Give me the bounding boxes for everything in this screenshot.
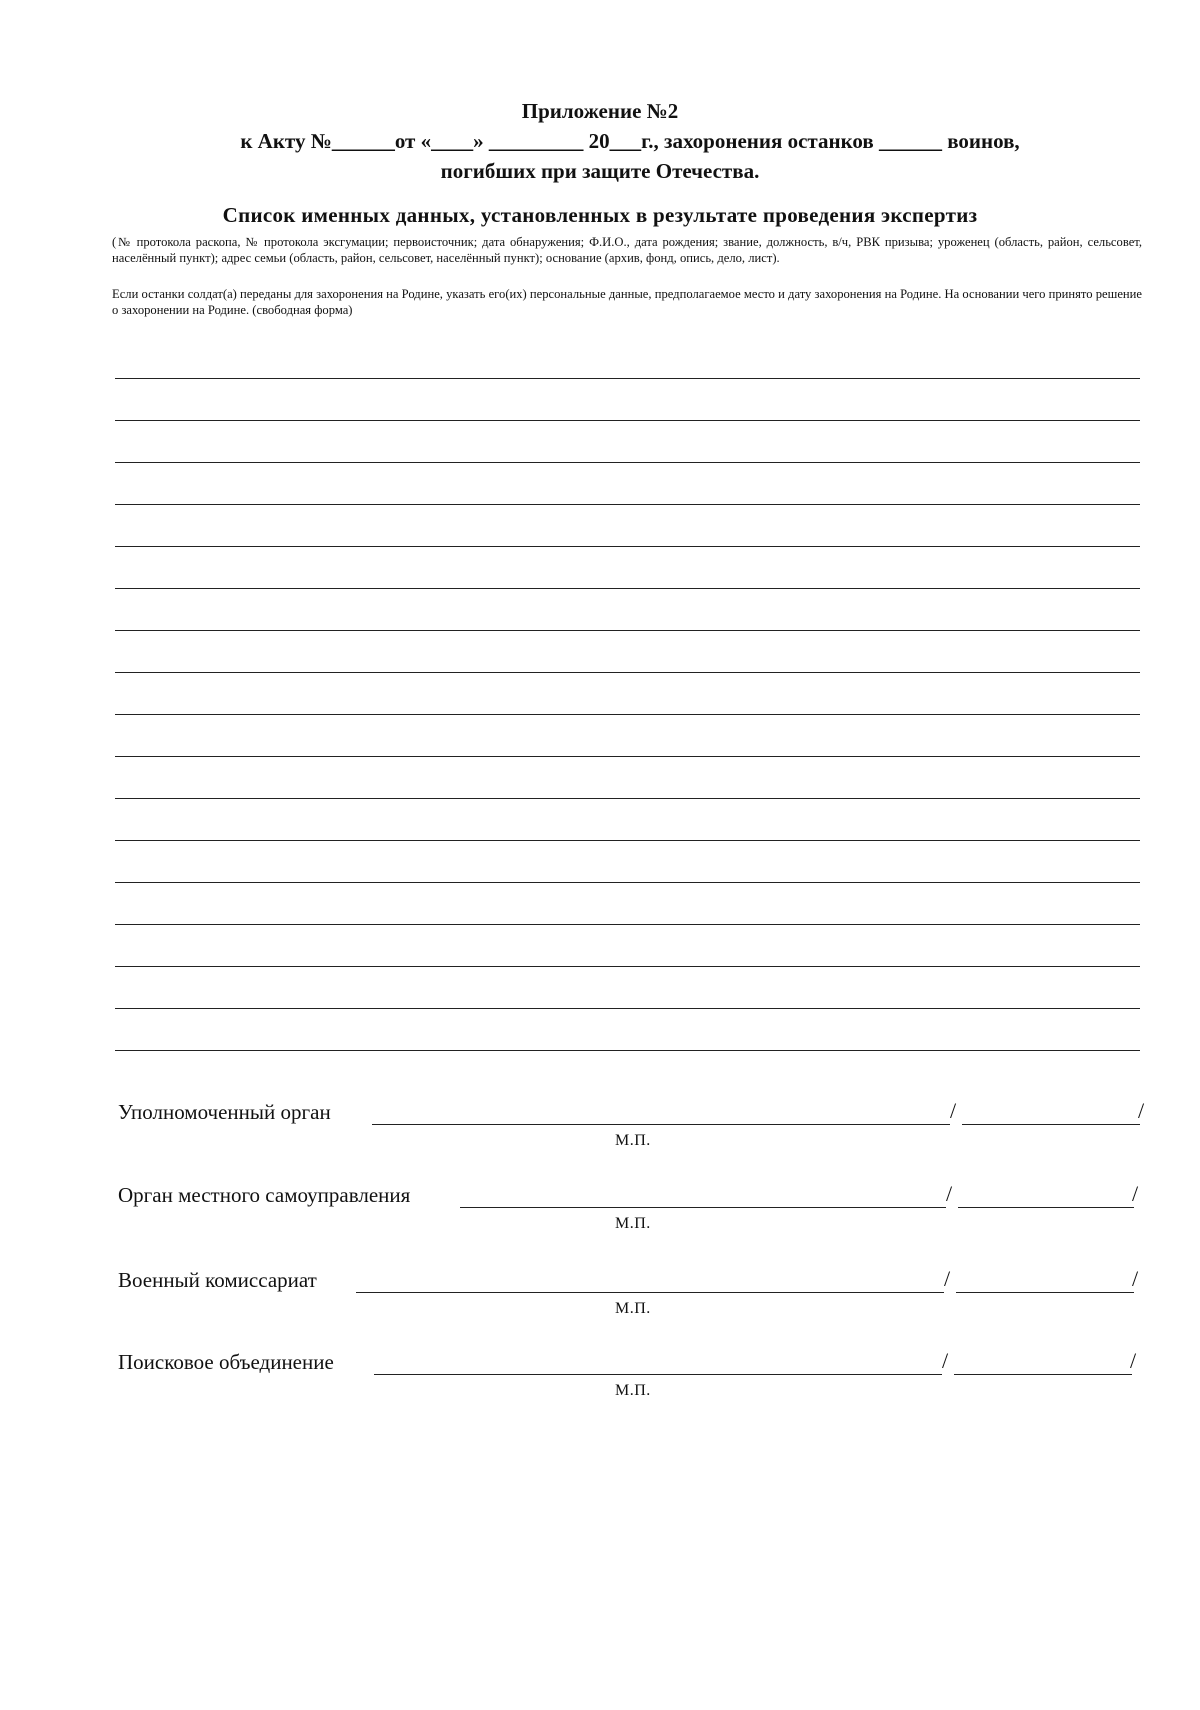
writing-line[interactable] (115, 1008, 1140, 1009)
writing-line[interactable] (115, 714, 1140, 715)
signature-label: Орган местного самоуправления (118, 1183, 411, 1207)
signature-line[interactable] (374, 1374, 942, 1375)
writing-line[interactable] (115, 462, 1140, 463)
slash-separator: / (1130, 1348, 1137, 1373)
writing-line[interactable] (115, 1050, 1140, 1051)
name-line[interactable] (954, 1374, 1132, 1375)
slash-separator: / (944, 1266, 951, 1291)
stamp-mark: М.П. (615, 1132, 651, 1149)
writing-line[interactable] (115, 882, 1140, 883)
writing-line[interactable] (115, 378, 1140, 379)
writing-line[interactable] (115, 630, 1140, 631)
writing-line[interactable] (115, 588, 1140, 589)
writing-line[interactable] (115, 756, 1140, 757)
repatriation-instruction: Если останки солдат(а) переданы для захоронения на Родине, указать его(их) персональные данные, предполагаемое место и дату захоронения на Родине. На основании чего принято решение о захоронении на Родине. (свободная форма) (112, 287, 1142, 317)
signature-label: Уполномоченный орган (118, 1100, 331, 1124)
writing-line[interactable] (115, 504, 1140, 505)
writing-line[interactable] (115, 924, 1140, 925)
writing-line[interactable] (115, 966, 1140, 967)
appendix-title: Приложение №2 (521, 99, 679, 123)
stamp-mark: М.П. (615, 1382, 651, 1399)
fields-instruction: (№ протокола раскопа, № протокола эксгумации; первоисточник; дата обнаружения; Ф.И.О., дата рождения; звание, должность, в/ч, РВК призыва; уроженец (область, район, сельсовет, населённый пункт); адрес семьи (область, район, сельсовет, населённый пункт); основание (архив, фонд, опись, дело, лист). (112, 235, 1142, 265)
stamp-mark: М.П. (615, 1215, 651, 1232)
writing-line[interactable] (115, 798, 1140, 799)
signature-line[interactable] (460, 1207, 946, 1208)
name-line[interactable] (958, 1207, 1134, 1208)
list-heading: Список именных данных, установленных в результате проведения экспертиз (222, 203, 978, 227)
stamp-mark: М.П. (615, 1300, 651, 1317)
act-subtitle: погибших при защите Отечества. (440, 159, 760, 183)
slash-separator: / (1132, 1266, 1139, 1291)
signature-line[interactable] (372, 1124, 950, 1125)
slash-separator: / (950, 1098, 957, 1123)
writing-line[interactable] (115, 672, 1140, 673)
act-reference-line: к Акту №______от «____» _________ 20___г., захоронения останков ______ воинов, (240, 129, 1020, 153)
signature-label: Поисковое объединение (118, 1350, 334, 1374)
signature-label: Военный комиссариат (118, 1268, 317, 1292)
document-header (0, 96, 1200, 186)
slash-separator: / (1138, 1098, 1145, 1123)
slash-separator: / (942, 1348, 949, 1373)
writing-line[interactable] (115, 420, 1140, 421)
writing-line[interactable] (115, 546, 1140, 547)
slash-separator: / (1132, 1181, 1139, 1206)
signature-line[interactable] (356, 1292, 944, 1293)
name-line[interactable] (956, 1292, 1134, 1293)
writing-line[interactable] (115, 840, 1140, 841)
slash-separator: / (946, 1181, 953, 1206)
name-line[interactable] (962, 1124, 1140, 1125)
